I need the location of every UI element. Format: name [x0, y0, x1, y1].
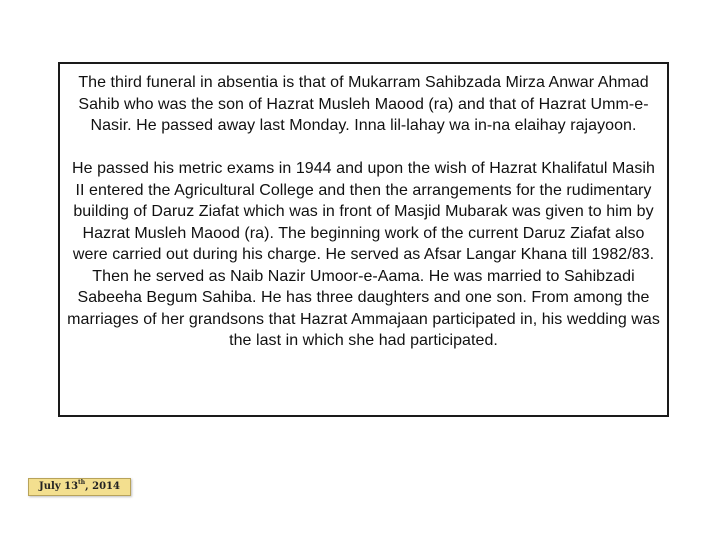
date-year: , 2014	[85, 481, 120, 492]
paragraph-biography: He passed his metric exams in 1944 and upon the wish of Hazrat Khalifatul Masih II entered the Agricultural College and then the arrangements for the rudimentary building of Daruz Ziafat which was in front of Masjid Mubarak was given to him by Hazrat Musleh Maood (ra). The beginning work of the current Daruz Ziafat also were carried out during his charge. He served as Afsar Langar Khana till 1982/83. Then he served as Naib Nazir Umoor-e-Aama. He was married to Sahibzadi Sabeeha Begum Sahiba. He has three daughters and one son. From among the marriages of her grandsons that Hazrat Ammajaan participated in, his wedding was the last in which she had participated.	[67, 160, 660, 349]
date-text: July 13	[39, 481, 79, 492]
date-badge	[28, 478, 131, 496]
paragraph-funeral-intro: The third funeral in absentia is that of Mukarram Sahibzada Mirza Anwar Ahmad Sahib who was the son of Hazrat Musleh Maood (ra) and that of Hazrat Umm-e-Nasir. He passed away last Monday. Inna lil-lahay wa in-na elaihay rajayoon.	[78, 74, 649, 134]
content-text-box	[58, 62, 669, 417]
date-ordinal-suffix: th	[78, 478, 86, 486]
